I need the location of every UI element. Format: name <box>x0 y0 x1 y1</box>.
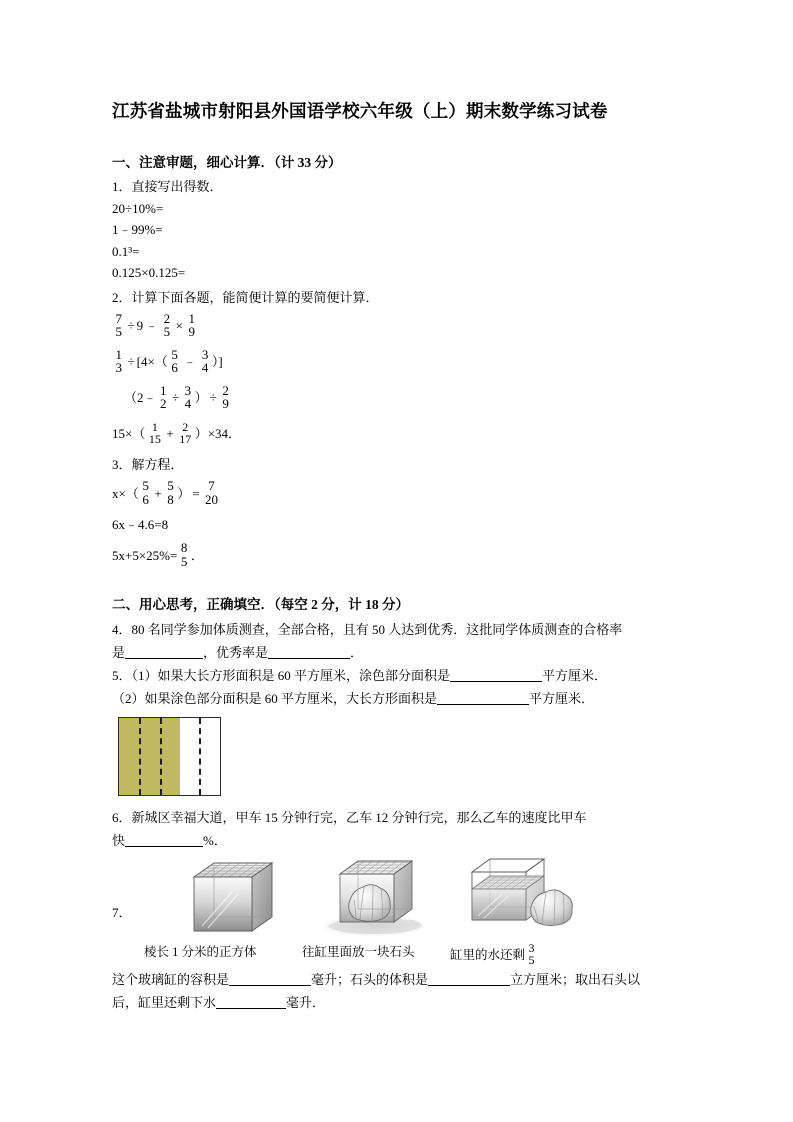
question-7-caption-3 <box>450 942 538 966</box>
operator: ÷ <box>172 390 180 405</box>
question-2-expression-1 <box>112 308 690 344</box>
fraction: 3 5 <box>528 940 535 967</box>
fraction: 2 17 <box>179 419 192 446</box>
question-1-label: 1．直接写出得数． <box>112 179 223 194</box>
question-1-item-4: 0.125×0.125= <box>112 265 186 280</box>
question-7-caption-2: 往缸里面放一块石头 <box>302 944 415 959</box>
section-spacer <box>112 574 690 594</box>
question-3-label: 3．解方程． <box>112 457 184 472</box>
fraction: 8 5 <box>180 540 188 569</box>
paren-close: ） <box>194 426 208 441</box>
operator: ÷ <box>209 390 217 405</box>
question-4-prefix: 是 <box>112 644 126 660</box>
question-7-prefix: 这个玻璃缸的容积是 <box>112 971 230 987</box>
question-7-caption-1: 棱长 1 分米的正方体 <box>144 944 257 959</box>
glass-cube-with-stone-icon <box>320 856 430 938</box>
bracket-close: ）] <box>211 354 223 369</box>
fraction: 2 9 <box>222 382 229 411</box>
bracket-open: [4×（ <box>136 354 168 369</box>
operator: ÷ <box>127 354 135 369</box>
fraction: 7 5 <box>115 310 122 339</box>
caption-3-text: 缸里的水还剩 <box>450 947 526 962</box>
paren-open: （2﹣ <box>124 390 157 405</box>
question-1-item-3: 0.1³= <box>112 243 140 259</box>
question-7-middle-1: 毫升；石头的体积是 <box>311 971 429 987</box>
question-6-line-1: 6．新城区幸福大道，甲车 15 分钟行完，乙车 12 分钟行完，那么乙车的速度比甲车 <box>112 809 587 825</box>
fraction: 3 4 <box>184 382 192 411</box>
question-7-line2-suffix: 毫升． <box>286 994 326 1010</box>
question-6-line-2 <box>112 829 690 852</box>
question-1-item-1: 20÷10%= <box>112 200 164 216</box>
question-4-middle: ，优秀率是 <box>203 644 269 660</box>
question-2-expression-3 <box>112 380 690 416</box>
question-7-figure-row <box>112 856 690 938</box>
glass-cube-water-and-stone-icon <box>462 856 582 938</box>
question-5-line-1 <box>112 664 690 687</box>
section-2-heading: 二、用心思考，正确填空．（每空 2 分，计 18 分） <box>112 596 409 612</box>
answer-blank[interactable] <box>428 972 510 986</box>
question-5-line-2 <box>112 687 690 710</box>
fraction: 7 20 <box>205 478 219 507</box>
fraction: 5 8 <box>167 478 174 507</box>
question-7-number: 7． <box>112 904 132 920</box>
fraction: 5 6 <box>171 346 178 375</box>
question-5-suffix-2: 平方厘米． <box>529 690 595 706</box>
glass-cube-empty-icon <box>182 858 278 938</box>
paren-close: ） <box>194 390 208 405</box>
fraction: 2 5 <box>163 310 171 339</box>
shaded-region <box>119 718 180 795</box>
answer-blank[interactable] <box>437 691 529 705</box>
question-4-line-2 <box>112 641 690 664</box>
question-6-suffix: %． <box>203 832 227 848</box>
operator: ﹣ <box>145 318 159 333</box>
expression-tail: ×34． <box>207 426 242 441</box>
question-7-body-line-1 <box>112 968 690 991</box>
answer-blank[interactable] <box>216 995 286 1009</box>
answer-blank[interactable] <box>125 645 203 659</box>
fraction: 1 15 <box>148 419 161 446</box>
operator: + <box>154 485 162 501</box>
question-5-suffix-1: 平方厘米． <box>542 667 608 683</box>
question-3-equation-3 <box>112 538 690 574</box>
operand: 9 <box>136 318 144 333</box>
page-content <box>112 96 690 1014</box>
question-5-prefix-1: 5．（1）如果大长方形面积是 60 平方厘米，涂色部分面积是 <box>112 667 451 683</box>
question-7-line2-prefix: 后，缸里还剩下水 <box>112 994 217 1010</box>
question-7-caption-row <box>112 938 690 968</box>
fraction: 1 9 <box>188 310 195 339</box>
question-5-prefix-2: （2）如果涂色部分面积是 60 平方厘米，大长方形面积是 <box>112 690 438 706</box>
question-3-equation-2: 6x﹣4.6=8 <box>112 516 169 532</box>
operator: + <box>166 426 174 441</box>
answer-blank[interactable] <box>268 645 350 659</box>
question-2-expression-4 <box>112 416 690 452</box>
answer-blank[interactable] <box>229 972 311 986</box>
paren-close: ） <box>177 485 191 501</box>
glass-cube-with-stone-figure <box>320 856 430 943</box>
operator: ﹣ <box>183 354 197 369</box>
section-1-heading: 一、注意审题，细心计算．（计 33 分） <box>112 155 342 170</box>
fraction: 5 6 <box>142 478 149 507</box>
equation-tail: ． <box>190 547 204 563</box>
fraction: 1 2 <box>160 382 167 411</box>
fraction: 3 4 <box>201 346 209 375</box>
fraction: 1 3 <box>115 346 122 375</box>
equation-lead: 5x+5×25%= <box>112 547 178 563</box>
question-4-line-1: 4．80 名同学参加体质测查，全部合格，且有 50 人达到优秀．这批同学体质测查的合格率 <box>112 621 623 637</box>
page-title: 江苏省盐城市射阳县外国语学校六年级（上）期末数学练习试卷 <box>112 101 608 121</box>
shaded-rectangle-figure <box>118 717 221 796</box>
equals-sign: = <box>192 485 200 501</box>
question-6-prefix: 快 <box>112 832 126 848</box>
question-2-expression-2 <box>112 344 690 380</box>
question-3-equation-1 <box>112 476 690 512</box>
answer-blank[interactable] <box>450 668 542 682</box>
question-7-body-line-2 <box>112 991 690 1014</box>
answer-blank[interactable] <box>125 833 203 847</box>
equation-lead: x×（ <box>112 485 139 501</box>
expression-lead: 15×（ <box>112 426 146 441</box>
question-4-end: ． <box>350 644 364 660</box>
dashed-divider <box>199 718 201 795</box>
question-2-label: 2．计算下面各题，能简便计算的要简便计算． <box>112 289 379 305</box>
operator: × <box>175 318 183 333</box>
glass-cube-empty-figure <box>182 858 278 943</box>
question-7-middle-2: 立方厘米；取出石头以 <box>510 971 641 987</box>
question-1-item-2: 1﹣99%= <box>112 222 163 237</box>
dashed-divider <box>160 718 162 795</box>
operator: ÷ <box>127 318 135 333</box>
dashed-divider <box>139 718 141 795</box>
glass-cube-water-and-stone-figure <box>462 856 582 943</box>
